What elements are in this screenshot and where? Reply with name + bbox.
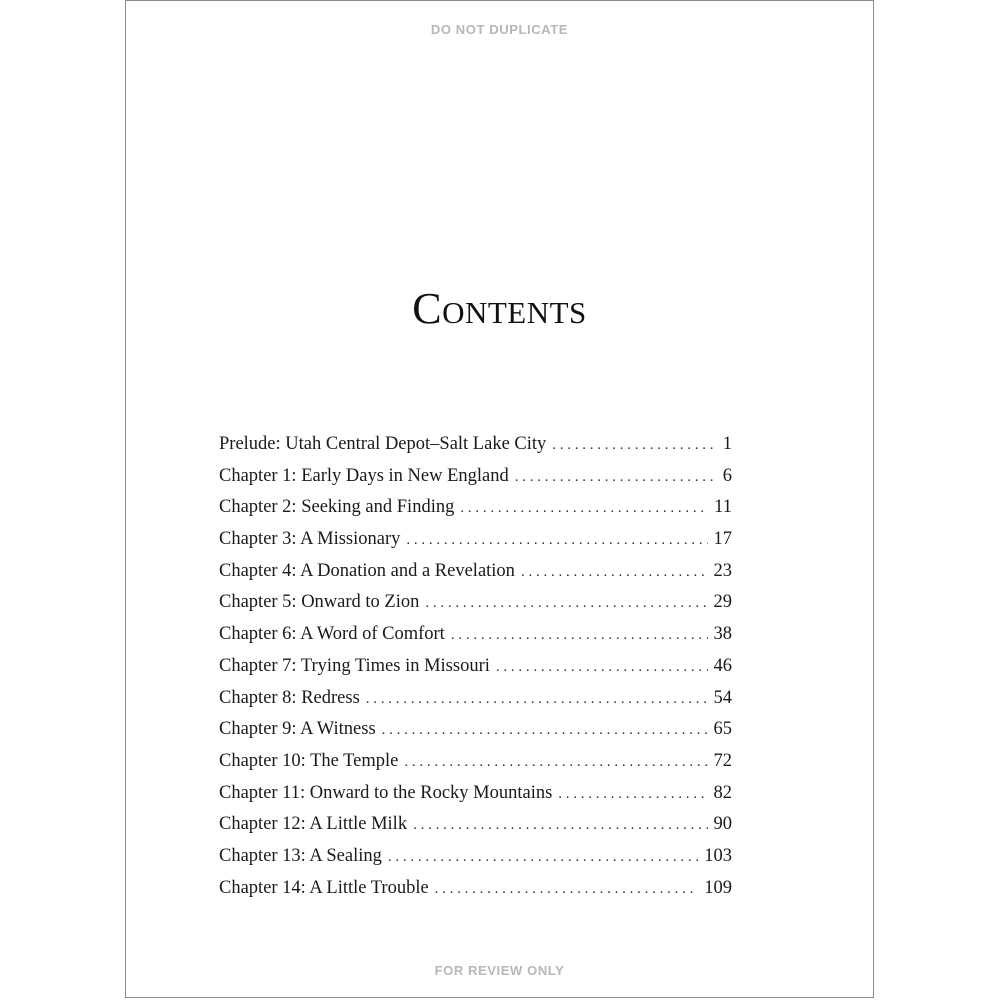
toc-entry-title: Chapter 14: A Little Trouble [219, 877, 429, 898]
dot-leader [382, 722, 708, 739]
toc-entry-title: Chapter 7: Trying Times in Missouri [219, 655, 490, 676]
dot-leader [496, 659, 708, 676]
dot-leader [558, 786, 707, 803]
toc-entry [219, 466, 732, 498]
toc-page-number: 109 [704, 877, 732, 898]
dot-leader [406, 532, 707, 549]
document-page [125, 0, 874, 998]
toc-page-number: 6 [722, 465, 732, 486]
toc-page-number: 29 [713, 592, 732, 613]
toc-entry [219, 719, 732, 751]
toc-entry [219, 878, 732, 910]
toc-entry [219, 561, 732, 593]
dot-leader [460, 500, 708, 517]
dot-leader [451, 627, 708, 644]
dot-leader [404, 754, 707, 771]
toc-page-number: 46 [713, 655, 732, 676]
toc-page-number: 17 [713, 529, 732, 550]
toc-page-number: 103 [704, 845, 732, 866]
toc-entry [219, 783, 732, 815]
toc-entry [219, 846, 732, 878]
toc-entry [219, 529, 732, 561]
toc-entry-title: Chapter 4: A Donation and a Revelation [219, 560, 515, 581]
toc-entry [219, 624, 732, 656]
dot-leader [552, 437, 714, 454]
toc-entry-title: Chapter 10: The Temple [219, 750, 399, 771]
toc-page-number: 38 [713, 624, 732, 645]
toc-entry [219, 592, 732, 624]
toc-entry-title: Chapter 12: A Little Milk [219, 814, 408, 835]
toc-entry [219, 434, 732, 466]
toc-page-number: 23 [713, 560, 732, 581]
toc-page-number: 11 [714, 497, 732, 518]
toc-page-number: 82 [713, 782, 732, 803]
toc-entry [219, 656, 732, 688]
watermark-bottom: FOR REVIEW ONLY [434, 963, 565, 978]
toc-entry-title: Chapter 3: A Missionary [219, 529, 401, 550]
dot-leader [366, 691, 708, 708]
dot-leader [435, 881, 699, 898]
toc-entry-title: Chapter 6: A Word of Comfort [219, 624, 445, 645]
toc-entry-title: Chapter 13: A Sealing [219, 845, 382, 866]
dot-leader [413, 817, 707, 834]
toc-entry-title: Chapter 11: Onward to the Rocky Mountains [219, 782, 553, 803]
toc-entry [219, 814, 732, 846]
toc-page-number: 65 [713, 719, 732, 740]
toc-entry-title: Prelude: Utah Central Depot–Salt Lake City [219, 434, 547, 454]
toc-entry [219, 751, 732, 783]
dot-leader [425, 595, 707, 612]
toc-entry [219, 688, 732, 720]
table-of-contents [219, 434, 732, 909]
toc-entry-title: Chapter 1: Early Days in New England [219, 465, 509, 486]
page-title: Contents [412, 284, 587, 333]
toc-entry-title: Chapter 8: Redress [219, 687, 360, 708]
watermark-top: DO NOT DUPLICATE [430, 22, 569, 37]
toc-entry [219, 497, 732, 529]
toc-page-number: 72 [713, 750, 732, 771]
toc-page-number: 54 [713, 687, 732, 708]
toc-entry-title: Chapter 5: Onward to Zion [219, 592, 420, 613]
toc-page-number: 1 [722, 434, 732, 454]
dot-leader [521, 564, 708, 581]
toc-entry-title: Chapter 9: A Witness [219, 719, 376, 740]
dot-leader [388, 849, 698, 866]
dot-leader [515, 469, 714, 486]
toc-entry-title: Chapter 2: Seeking and Finding [219, 497, 455, 518]
toc-page-number: 90 [713, 814, 732, 835]
